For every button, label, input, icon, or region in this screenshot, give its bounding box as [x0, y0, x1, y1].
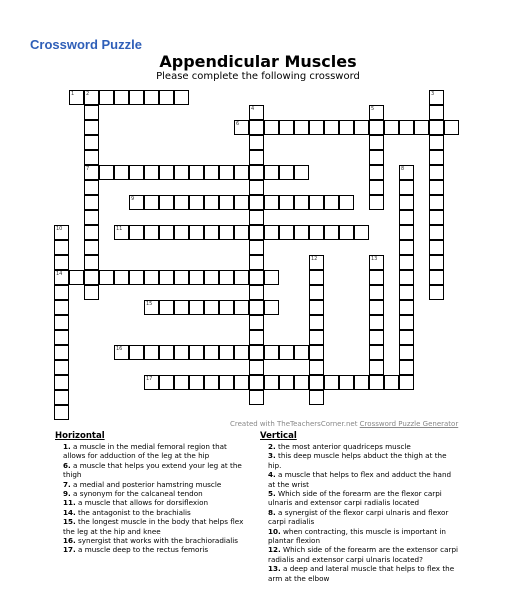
- crossword-cell[interactable]: [174, 90, 189, 105]
- crossword-cell[interactable]: [429, 210, 444, 225]
- crossword-cell[interactable]: [189, 165, 204, 180]
- crossword-cell[interactable]: [399, 255, 414, 270]
- crossword-cell[interactable]: [249, 375, 264, 390]
- crossword-cell[interactable]: [429, 180, 444, 195]
- crossword-cell[interactable]: [264, 345, 279, 360]
- crossword-cell[interactable]: [399, 285, 414, 300]
- crossword-cell[interactable]: [399, 240, 414, 255]
- crossword-cell[interactable]: [399, 300, 414, 315]
- crossword-cell[interactable]: [429, 195, 444, 210]
- crossword-cell[interactable]: [159, 195, 174, 210]
- crossword-cell[interactable]: [84, 135, 99, 150]
- clue-item: [55, 536, 251, 545]
- crossword-cell[interactable]: [429, 150, 444, 165]
- crossword-cell[interactable]: [129, 90, 144, 105]
- crossword-cell[interactable]: [234, 120, 249, 135]
- clue-item: [260, 470, 460, 489]
- crossword-cell[interactable]: [84, 120, 99, 135]
- crossword-cell[interactable]: [249, 240, 264, 255]
- clue-text: this deep muscle helps abduct the thigh at the hip.: [268, 451, 447, 470]
- crossword-cell[interactable]: [294, 120, 309, 135]
- crossword-cell[interactable]: [429, 165, 444, 180]
- crossword-cell[interactable]: [264, 195, 279, 210]
- clue-text: synergist that works with the brachioradialis: [75, 536, 239, 546]
- crossword-cell[interactable]: [399, 195, 414, 210]
- crossword-cell[interactable]: [249, 300, 264, 315]
- crossword-cell[interactable]: [399, 270, 414, 285]
- page-subtitle: Please complete the following crossword: [156, 71, 360, 82]
- crossword-cell[interactable]: [249, 195, 264, 210]
- clue-item: [260, 442, 460, 451]
- clue-item: [260, 451, 460, 470]
- crossword-cell[interactable]: [84, 195, 99, 210]
- crossword-cell[interactable]: [294, 375, 309, 390]
- clue-item: [55, 517, 251, 536]
- clue-number: 4: [251, 106, 255, 112]
- crossword-cell[interactable]: [84, 210, 99, 225]
- crossword-cell[interactable]: [249, 225, 264, 240]
- clue-text: a muscle that helps you extend your leg at the thigh: [63, 460, 242, 480]
- clue-number-label: 13.: [268, 564, 281, 574]
- clue-text: a synergist of the flexor carpi ulnaris and flexor carpi radialis: [268, 507, 449, 527]
- crossword-cell[interactable]: [369, 165, 384, 180]
- crossword-cell[interactable]: [369, 105, 384, 120]
- crossword-cell[interactable]: [309, 270, 324, 285]
- crossword-cell[interactable]: [429, 240, 444, 255]
- crossword-cell[interactable]: [354, 375, 369, 390]
- crossword-cell[interactable]: [174, 195, 189, 210]
- crossword-cell[interactable]: [189, 270, 204, 285]
- crossword-cell[interactable]: [129, 225, 144, 240]
- crossword-cell[interactable]: [189, 195, 204, 210]
- crossword-cell[interactable]: [324, 120, 339, 135]
- crossword-cell[interactable]: [249, 165, 264, 180]
- crossword-cell[interactable]: [294, 225, 309, 240]
- crossword-cell[interactable]: [159, 375, 174, 390]
- crossword-cell[interactable]: [204, 270, 219, 285]
- clue-number-label: 4.: [268, 470, 276, 480]
- crossword-cell[interactable]: [279, 345, 294, 360]
- crossword-cell[interactable]: [84, 150, 99, 165]
- crossword-cell[interactable]: [204, 195, 219, 210]
- crossword-cell[interactable]: [429, 285, 444, 300]
- clue-text: Which side of the forearm are the flexor carpi ulnaris and extensor carpi radialis located: [268, 489, 442, 508]
- crossword-cell[interactable]: [54, 375, 69, 390]
- crossword-cell[interactable]: [264, 165, 279, 180]
- clue-item: [260, 545, 460, 564]
- clue-number-label: 8.: [268, 507, 276, 517]
- crossword-cell[interactable]: [189, 345, 204, 360]
- clue-item: [260, 489, 460, 508]
- crossword-cell[interactable]: [54, 270, 69, 285]
- crossword-cell[interactable]: [429, 255, 444, 270]
- crossword-cell[interactable]: [309, 300, 324, 315]
- crossword-cell[interactable]: [234, 195, 249, 210]
- crossword-cell[interactable]: [429, 90, 444, 105]
- crossword-cell[interactable]: [144, 375, 159, 390]
- clue-item: [55, 480, 251, 489]
- crossword-cell[interactable]: [249, 255, 264, 270]
- crossword-cell[interactable]: [309, 390, 324, 405]
- crossword-cell[interactable]: [234, 345, 249, 360]
- crossword-cell[interactable]: [234, 165, 249, 180]
- crossword-cell[interactable]: [369, 255, 384, 270]
- crossword-cell[interactable]: [429, 105, 444, 120]
- crossword-cell[interactable]: [144, 195, 159, 210]
- crossword-cell[interactable]: [54, 285, 69, 300]
- crossword-cell[interactable]: [294, 345, 309, 360]
- crossword-cell[interactable]: [399, 345, 414, 360]
- crossword-cell[interactable]: [84, 225, 99, 240]
- crossword-cell[interactable]: [279, 120, 294, 135]
- crossword-cell[interactable]: [174, 225, 189, 240]
- crossword-cell[interactable]: [399, 375, 414, 390]
- crossword-cell[interactable]: [354, 225, 369, 240]
- crossword-cell[interactable]: [174, 345, 189, 360]
- crossword-cell[interactable]: [414, 120, 429, 135]
- crossword-cell[interactable]: [54, 390, 69, 405]
- crossword-cell[interactable]: [54, 255, 69, 270]
- crossword-cell[interactable]: [129, 345, 144, 360]
- clue-number: 13: [371, 256, 378, 262]
- crossword-cell[interactable]: [309, 120, 324, 135]
- crossword-cell[interactable]: [234, 300, 249, 315]
- crossword-cell[interactable]: [249, 105, 264, 120]
- vertical-clues: [260, 431, 460, 583]
- clue-number: 10: [56, 226, 63, 232]
- crossword-cell[interactable]: [54, 405, 69, 420]
- crossword-cell[interactable]: [369, 120, 384, 135]
- crossword-cell[interactable]: [114, 345, 129, 360]
- crossword-cell[interactable]: [174, 270, 189, 285]
- crossword-cell[interactable]: [369, 345, 384, 360]
- crossword-cell[interactable]: [324, 195, 339, 210]
- crossword-cell[interactable]: [279, 165, 294, 180]
- crossword-cell[interactable]: [369, 150, 384, 165]
- clue-number: 15: [146, 301, 153, 307]
- clue-item: [55, 508, 251, 517]
- crossword-cell[interactable]: [324, 375, 339, 390]
- crossword-cell[interactable]: [399, 120, 414, 135]
- crossword-cell[interactable]: [204, 165, 219, 180]
- crossword-cell[interactable]: [369, 270, 384, 285]
- crossword-cell[interactable]: [264, 225, 279, 240]
- crossword-cell[interactable]: [339, 195, 354, 210]
- crossword-cell[interactable]: [309, 330, 324, 345]
- crossword-cell[interactable]: [234, 375, 249, 390]
- crossword-cell[interactable]: [249, 135, 264, 150]
- clue-item: [260, 508, 460, 527]
- crossword-cell[interactable]: [369, 180, 384, 195]
- clue-text: Which side of the forearm are the extensor carpi radialis and extensor carpi ulnaris located?: [268, 545, 459, 564]
- crossword-cell[interactable]: [144, 225, 159, 240]
- clue-text: a muscle that allows for dorsiflexion: [75, 498, 209, 508]
- crossword-cell[interactable]: [54, 315, 69, 330]
- crossword-cell[interactable]: [309, 345, 324, 360]
- crossword-cell[interactable]: [204, 345, 219, 360]
- crossword-cell[interactable]: [369, 375, 384, 390]
- crossword-cell[interactable]: [84, 180, 99, 195]
- crossword-cell[interactable]: [144, 345, 159, 360]
- clue-number: 11: [116, 226, 123, 232]
- crossword-cell[interactable]: [429, 135, 444, 150]
- crossword-cell[interactable]: [399, 180, 414, 195]
- crossword-cell[interactable]: [399, 330, 414, 345]
- crossword-cell[interactable]: [144, 300, 159, 315]
- crossword-cell[interactable]: [204, 300, 219, 315]
- crossword-cell[interactable]: [159, 225, 174, 240]
- crossword-cell[interactable]: [114, 90, 129, 105]
- clue-number: 7: [86, 166, 90, 172]
- crossword-cell[interactable]: [399, 315, 414, 330]
- clue-text: the most anterior quadriceps muscle: [275, 442, 411, 451]
- crossword-cell[interactable]: [249, 180, 264, 195]
- crossword-cell[interactable]: [369, 285, 384, 300]
- crossword-cell[interactable]: [219, 165, 234, 180]
- crossword-cell[interactable]: [54, 360, 69, 375]
- clue-item: [55, 461, 251, 480]
- crossword-cell[interactable]: [264, 300, 279, 315]
- clue-number: 6: [236, 121, 240, 127]
- crossword-cell[interactable]: [54, 240, 69, 255]
- crossword-cell[interactable]: [84, 240, 99, 255]
- clue-item: [55, 442, 251, 461]
- crossword-cell[interactable]: [249, 330, 264, 345]
- crossword-cell[interactable]: [249, 390, 264, 405]
- page-title: Appendicular Muscles: [159, 52, 357, 71]
- crossword-cell[interactable]: [279, 225, 294, 240]
- crossword-cell[interactable]: [249, 285, 264, 300]
- clue-number: 16: [116, 346, 123, 352]
- crossword-cell[interactable]: [54, 300, 69, 315]
- crossword-cell[interactable]: [264, 270, 279, 285]
- crossword-cell[interactable]: [249, 150, 264, 165]
- crossword-cell[interactable]: [174, 165, 189, 180]
- clue-item: [55, 498, 251, 507]
- crossword-cell[interactable]: [129, 270, 144, 285]
- crossword-cell[interactable]: [309, 285, 324, 300]
- crossword-cell[interactable]: [99, 270, 114, 285]
- crossword-cell[interactable]: [309, 195, 324, 210]
- crossword-cell[interactable]: [204, 375, 219, 390]
- crossword-cell[interactable]: [369, 315, 384, 330]
- clue-number-label: 3.: [268, 451, 276, 461]
- crossword-cell[interactable]: [54, 225, 69, 240]
- clue-item: [55, 489, 251, 498]
- credit-text: Created with TheTeachersCorner.net: [230, 420, 360, 428]
- clue-number-label: 2.: [268, 442, 276, 451]
- clue-number: 14: [56, 271, 63, 277]
- clue-item: [260, 527, 460, 546]
- crossword-cell[interactable]: [84, 285, 99, 300]
- crossword-cell[interactable]: [189, 300, 204, 315]
- crossword-cell[interactable]: [249, 270, 264, 285]
- crossword-cell[interactable]: [219, 375, 234, 390]
- clue-text: a muscle deep to the rectus femoris: [75, 545, 209, 555]
- clue-text: a medial and posterior hamstring muscle: [70, 479, 222, 489]
- crossword-cell[interactable]: [174, 375, 189, 390]
- clue-number-label: 15.: [63, 517, 76, 527]
- clue-text: when contracting, this muscle is important in plantar flexion: [268, 526, 446, 546]
- crossword-cell[interactable]: [84, 270, 99, 285]
- crossword-cell[interactable]: [369, 330, 384, 345]
- clue-text: a synonym for the calcaneal tendon: [70, 489, 203, 499]
- horizontal-clues: [55, 431, 251, 555]
- crossword-cell[interactable]: [234, 270, 249, 285]
- clue-number-label: 6.: [63, 460, 71, 470]
- crossword-cell[interactable]: [339, 375, 354, 390]
- clue-number-label: 11.: [63, 498, 76, 508]
- crossword-cell[interactable]: [174, 300, 189, 315]
- crossword-cell[interactable]: [384, 375, 399, 390]
- clue-text: a deep and lateral muscle that helps to flex the arm at the elbow: [268, 564, 455, 583]
- crossword-cell[interactable]: [84, 165, 99, 180]
- crossword-cell[interactable]: [159, 345, 174, 360]
- crossword-cell[interactable]: [189, 375, 204, 390]
- crossword-cell[interactable]: [129, 195, 144, 210]
- crossword-cell[interactable]: [279, 375, 294, 390]
- crossword-cell[interactable]: [294, 195, 309, 210]
- crossword-cell[interactable]: [84, 105, 99, 120]
- crossword-cell[interactable]: [249, 315, 264, 330]
- crossword-cell[interactable]: [369, 360, 384, 375]
- crossword-cell[interactable]: [54, 330, 69, 345]
- crossword-cell[interactable]: [144, 90, 159, 105]
- credit-line: [230, 420, 458, 428]
- clue-number: 1: [71, 91, 75, 97]
- clue-number: 9: [131, 196, 135, 202]
- crossword-cell[interactable]: [264, 120, 279, 135]
- clue-number-label: 7.: [63, 479, 71, 489]
- site-title[interactable]: Crossword Puzzle: [30, 37, 142, 52]
- crossword-cell[interactable]: [249, 210, 264, 225]
- clue-number-label: 16.: [63, 536, 76, 546]
- clue-text: a muscle in the medial femoral region that allows for adduction of the leg at the hip: [63, 442, 227, 461]
- horizontal-heading: Horizontal: [55, 431, 105, 441]
- crossword-cell[interactable]: [204, 225, 219, 240]
- crossword-cell[interactable]: [69, 90, 84, 105]
- crossword-cell[interactable]: [249, 345, 264, 360]
- crossword-cell[interactable]: [159, 90, 174, 105]
- crossword-cell[interactable]: [99, 165, 114, 180]
- crossword-cell[interactable]: [219, 345, 234, 360]
- vertical-heading: Vertical: [260, 431, 297, 441]
- crossword-cell[interactable]: [309, 360, 324, 375]
- crossword-cell[interactable]: [144, 270, 159, 285]
- horizontal-clue-list: [55, 442, 251, 555]
- crossword-cell[interactable]: [84, 90, 99, 105]
- crossword-cell[interactable]: [294, 165, 309, 180]
- clue-number-label: 1.: [63, 442, 71, 451]
- crossword-cell[interactable]: [129, 165, 144, 180]
- crossword-cell[interactable]: [369, 300, 384, 315]
- crossword-cell[interactable]: [399, 360, 414, 375]
- crossword-cell[interactable]: [189, 225, 204, 240]
- crossword-cell[interactable]: [399, 165, 414, 180]
- clue-number-label: 17.: [63, 545, 76, 555]
- crossword-cell[interactable]: [219, 300, 234, 315]
- crossword-cell[interactable]: [234, 225, 249, 240]
- crossword-cell[interactable]: [219, 270, 234, 285]
- crossword-cell[interactable]: [339, 225, 354, 240]
- crossword-cell[interactable]: [279, 195, 294, 210]
- clue-number-label: 12.: [268, 545, 281, 555]
- crossword-cell[interactable]: [249, 360, 264, 375]
- crossword-cell[interactable]: [309, 225, 324, 240]
- clue-number-label: 14.: [63, 507, 76, 517]
- crossword-cell[interactable]: [369, 195, 384, 210]
- clue-number-label: 9.: [63, 489, 71, 499]
- crossword-cell[interactable]: [114, 225, 129, 240]
- crossword-cell[interactable]: [219, 225, 234, 240]
- crossword-cell[interactable]: [159, 270, 174, 285]
- clue-text: a muscle that helps to flex and adduct the hand at the wrist: [268, 470, 452, 489]
- crossword-cell[interactable]: [399, 210, 414, 225]
- clue-number: 5: [371, 106, 375, 112]
- crossword-cell[interactable]: [429, 225, 444, 240]
- crossword-cell[interactable]: [159, 165, 174, 180]
- clue-number: 17: [146, 376, 153, 382]
- crossword-cell[interactable]: [354, 120, 369, 135]
- crossword-cell[interactable]: [54, 345, 69, 360]
- clue-number: 3: [431, 91, 435, 97]
- crossword-cell[interactable]: [114, 165, 129, 180]
- clue-number: 12: [311, 256, 318, 262]
- clue-item: [260, 564, 460, 583]
- crossword-cell[interactable]: [339, 120, 354, 135]
- generator-link[interactable]: Crossword Puzzle Generator: [359, 420, 459, 428]
- crossword-cell[interactable]: [399, 225, 414, 240]
- crossword-cell[interactable]: [309, 255, 324, 270]
- clue-number-label: 10.: [268, 526, 281, 536]
- crossword-cell[interactable]: [219, 195, 234, 210]
- clue-text: the longest muscle in the body that helps flex the leg at the hip and knee: [63, 517, 244, 536]
- crossword-cell[interactable]: [69, 270, 84, 285]
- crossword-cell[interactable]: [264, 375, 279, 390]
- crossword-cell[interactable]: [384, 120, 399, 135]
- crossword-cell[interactable]: [429, 270, 444, 285]
- crossword-cell[interactable]: [369, 135, 384, 150]
- clue-text: the antagonist to the brachialis: [75, 507, 191, 517]
- crossword-cell[interactable]: [324, 225, 339, 240]
- clue-number: 2: [86, 91, 90, 97]
- crossword-cell[interactable]: [144, 165, 159, 180]
- clue-number: 8: [401, 166, 405, 172]
- crossword-cell[interactable]: [429, 120, 444, 135]
- crossword-cell[interactable]: [84, 255, 99, 270]
- clue-item: [55, 545, 251, 554]
- clue-number-label: 5.: [268, 489, 276, 499]
- crossword-cell[interactable]: [309, 375, 324, 390]
- crossword-cell[interactable]: [159, 300, 174, 315]
- vertical-clue-list: [260, 442, 460, 583]
- crossword-cell[interactable]: [249, 120, 264, 135]
- crossword-cell[interactable]: [444, 120, 459, 135]
- crossword-cell[interactable]: [99, 90, 114, 105]
- crossword-cell[interactable]: [114, 270, 129, 285]
- crossword-cell[interactable]: [309, 315, 324, 330]
